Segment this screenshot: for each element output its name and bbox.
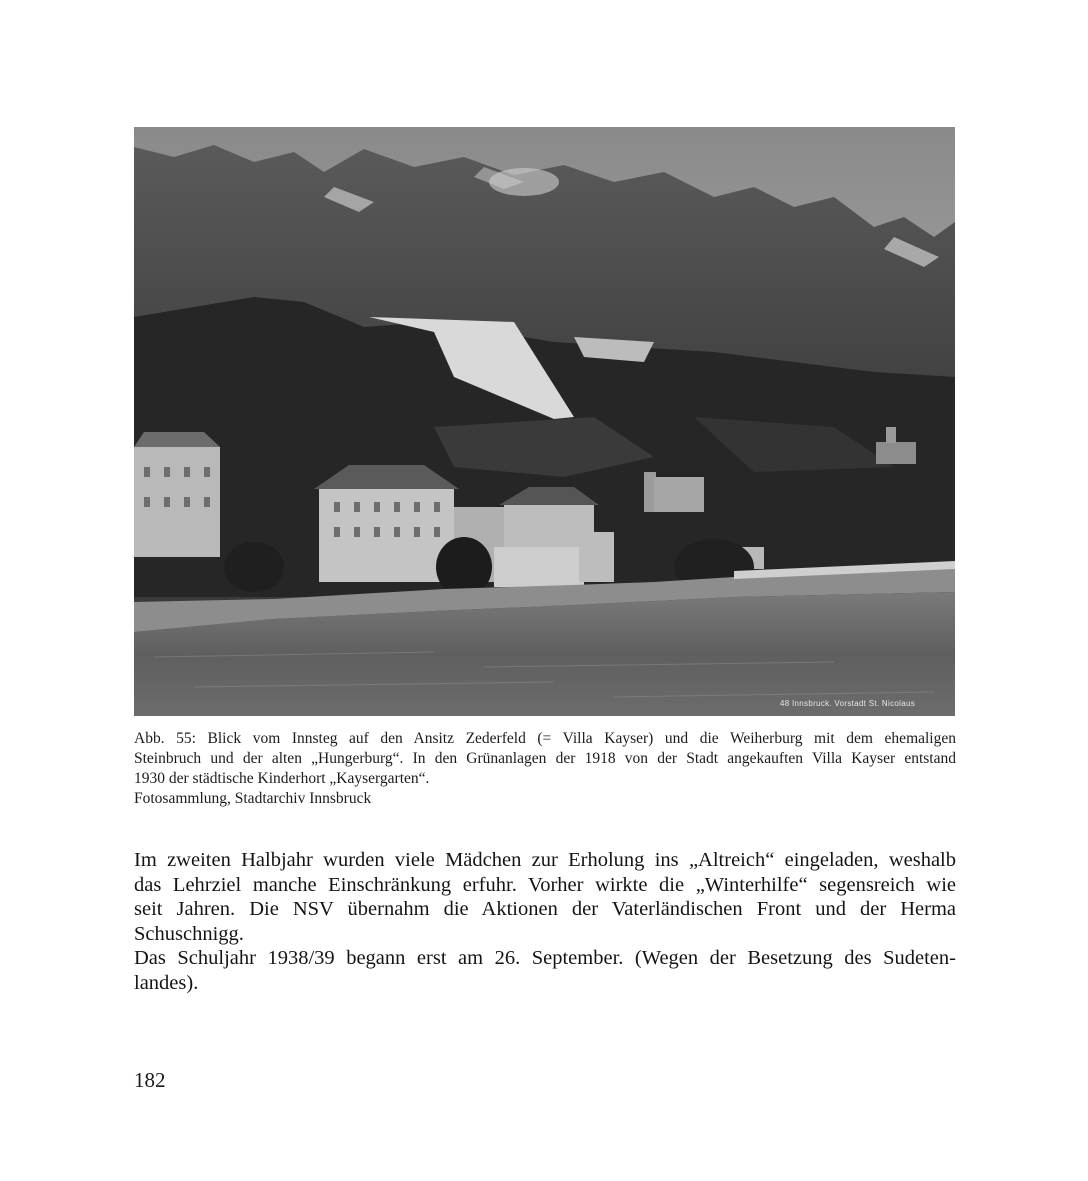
page-number: 182 (134, 1068, 166, 1092)
caption-line: Steinbruch und der alten „Hungerburg“. In den Grünanlagen der 1918 von der Stadt angekauften Villa Kayser entstand (134, 750, 956, 767)
body-paragraph (134, 848, 956, 995)
photo-illustration (134, 127, 955, 716)
historical-photo (134, 127, 955, 716)
body-line: Im zweiten Halbjahr wurden viele Mädchen zur Erholung ins „Altreich“ eingeladen, weshalb (134, 849, 956, 871)
body-line: Das Schuljahr 1938/39 begann erst am 26. September. (Wegen der Besetzung des Sudeten- (134, 947, 956, 969)
caption-line: 1930 der städtische Kinderhort „Kaysergarten“. (134, 770, 430, 787)
body-line: das Lehrziel manche Einschränkung erfuhr. Vorher wirkte die „Winterhilfe“ segensreich wie (134, 873, 956, 896)
photo-plate-label: 48 Innsbruck. Vorstadt St. Nicolaus (779, 699, 915, 708)
body-line: landes). (134, 971, 199, 994)
body-line: seit Jahren. Die NSV übernahm die Aktionen der Vaterländischen Front und der Herma (134, 898, 956, 920)
figure-caption (134, 729, 956, 809)
body-line: Schuschnigg. (134, 922, 244, 945)
caption-line: Abb. 55: Blick vom Innsteg auf den Ansitz Zederfeld (= Villa Kayser) und die Weiherburg mit dem ehemaligen (134, 730, 956, 747)
caption-source: Fotosammlung, Stadtarchiv Innsbruck (134, 790, 372, 807)
